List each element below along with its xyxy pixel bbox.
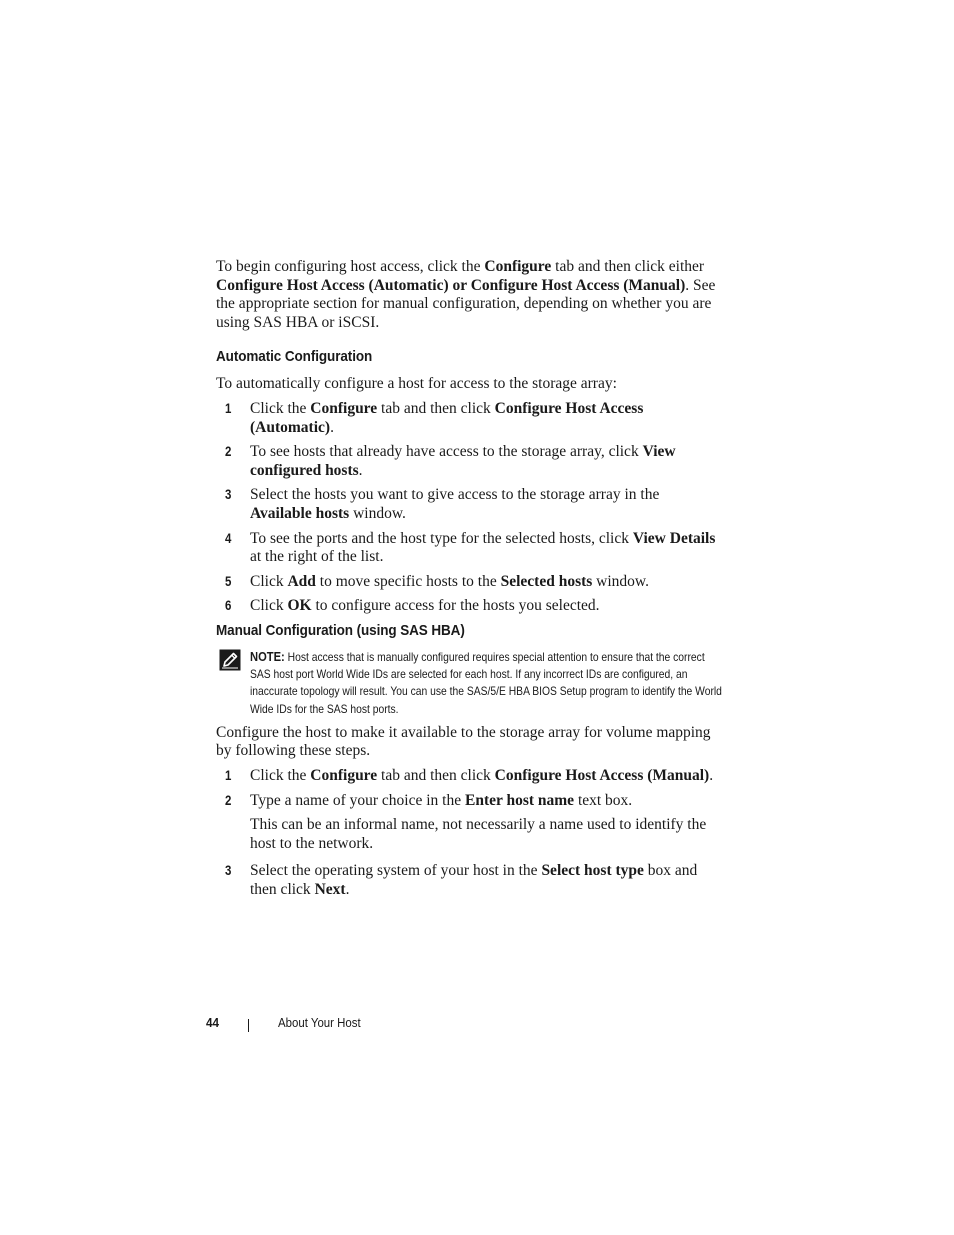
step-text: Type a name of your choice in the Enter host name text box.: [250, 791, 633, 809]
intro-text: To begin configuring host access, click the: [216, 258, 485, 275]
intro-configure-term: Configure: [484, 258, 552, 275]
page-content: [216, 258, 722, 905]
list-item: [216, 486, 716, 523]
page-number: 44: [206, 1015, 220, 1030]
footer-separator: [248, 1019, 249, 1032]
intro-text: . See the appropriate section for manual configuration, depending on whether you are using SAS HBA or iSCSI.: [216, 276, 716, 331]
step-text: Click OK to configure access for the hosts you selected.: [250, 597, 600, 615]
list-item: [216, 597, 716, 616]
manual-configuration-heading: Manual Configuration (using SAS HBA): [216, 621, 465, 639]
automatic-lead: To automatically configure a host for access to the storage array:: [216, 375, 617, 393]
step-text: To see hosts that already have access to the storage array, click View configured hosts.: [250, 443, 676, 479]
intro-paragraph: [216, 258, 716, 332]
step-text: Select the hosts you want to give access to the storage array in the Available hosts window.: [250, 486, 660, 522]
note-pencil-icon: [219, 649, 241, 671]
step-number: 3: [225, 863, 232, 879]
step-number: 2: [225, 792, 232, 808]
step-text: Click Add to move specific hosts to the Selected hosts window.: [250, 572, 649, 590]
intro-text: tab and then click either: [551, 258, 705, 275]
step-number: 6: [225, 598, 232, 614]
manual-lead: Configure the host to make it available to the storage array for volume mapping by following these steps.: [216, 723, 711, 760]
step-text: Select the operating system of your host in the Select host type box and then click Next.: [250, 862, 698, 898]
manual-steps-list: [216, 767, 716, 900]
chapter-title: About Your Host: [278, 1015, 361, 1030]
note-body: Host access that is manually configured requires special attention to ensure that the correct SAS host port World Wide IDs are selected for each host. If any incorrect IDs are configured, an inaccurate topology will result. You can use the SAS/5/E HBA BIOS Setup program to identify the World Wide IDs for the SAS host ports.: [250, 649, 722, 716]
list-item: [216, 862, 716, 899]
list-item: [216, 530, 716, 567]
step-number: 5: [225, 573, 232, 589]
list-item: [216, 792, 716, 854]
step-number: 2: [225, 444, 232, 460]
step-number: 1: [225, 400, 232, 416]
list-item: [216, 573, 716, 592]
intro-host-access-terms: Configure Host Access (Automatic) or Configure Host Access (Manual): [216, 276, 686, 294]
step-number: 1: [225, 767, 232, 783]
step-subtext: This can be an informal name, not necessarily a name used to identify the host to the network.: [250, 816, 707, 852]
automatic-configuration-heading: Automatic Configuration: [216, 348, 373, 366]
note-text: [250, 648, 723, 718]
list-item: [216, 767, 716, 786]
automatic-steps-list: [216, 400, 716, 616]
list-item: [216, 443, 716, 480]
step-number: 3: [225, 487, 232, 503]
step-number: 4: [225, 530, 232, 546]
step-text: Click the Configure tab and then click Configure Host Access (Manual).: [250, 766, 714, 784]
note-box: [216, 648, 722, 718]
list-item: [216, 400, 716, 437]
step-text: To see the ports and the host type for the selected hosts, click View Details at the right of the list.: [250, 529, 716, 566]
note-label: NOTE:: [250, 648, 285, 664]
step-text: Click the Configure tab and then click Configure Host Access (Automatic).: [250, 399, 644, 436]
